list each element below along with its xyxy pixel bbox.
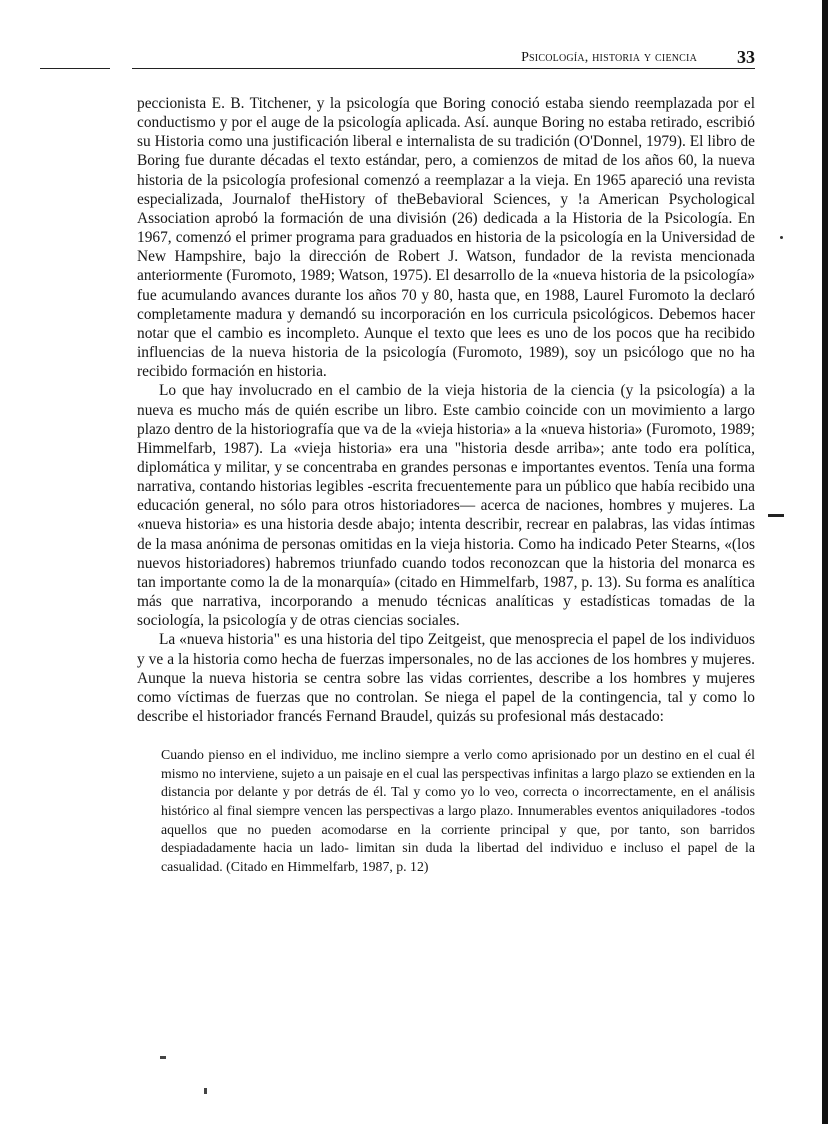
body-text <box>137 94 755 876</box>
page-edge-shadow <box>822 0 828 1124</box>
scan-speck <box>160 1056 166 1059</box>
header-rule-left <box>40 68 110 69</box>
paragraph-2: Lo que hay involucrado en el cambio de la vieja historia de la ciencia (y la psicología) a la nueva es mucho más de quién escribe un libro. Este cambio coincide con un movimiento a largo plazo dentro de la historiografía que va de la «vieja historia» a la «nueva historia» (Furomoto, 1989; Himmelfarb, 1987). La «vieja historia» era una "historia desde arriba»; ante todo era política, diplomática y militar, y se concentraba en grandes personas e importantes eventos. Tenía una forma narrativa, contando historias legibles -escrita frecuentemente para un público que había recibido una educación general, no sólo para otros historiadores— acerca de naciones, hombres y mujeres. La «nueva historia» es una historia desde abajo; intenta describir, recrear en palabras, las vidas íntimas de la masa anónima de personas omitidas en la vieja historia. Como ha indicado Peter Stearns, «(los nuevos historiadores) habremos triunfado cuando todos reconozcan que la historia del monarca es tan importante como la de la monarquía» (citado en Himmelfarb, 1987, p. 13). Su forma es analítica más que narrativa, incorporando a menudo técnicas analíticas y estadísticas tomadas de la sociología, la psicología y de otras ciencias sociales. <box>137 382 755 630</box>
scan-speck <box>780 236 783 239</box>
block-quote: Cuando pienso en el individuo, me inclino siempre a verlo como aprisionado por un destino en el cual él mismo no interviene, sujeto a un paisaje en el cual las perspectivas infinitas a largo plazo se extienden en la distancia por delante y por detrás de él. Tal y como yo lo veo, correcta o incorrectamente, en el análisis histórico al final siempre vencen las perspectivas a largo plazo. Innumerables eventos aniquiladores -todos aquellos que no pueden acomodarse en la corriente principal y que, por tanto, son barridos despiadadamente hacia un lado- limitan sin duda la libertad del individuo e incluso el papel de la casualidad. (Citado en Himmelfarb, 1987, p. 12) <box>161 747 755 874</box>
page-number: 33 <box>737 47 755 67</box>
running-header <box>40 47 755 72</box>
running-title: Psicología, historia y ciencia <box>521 50 697 65</box>
scan-speck <box>204 1088 207 1094</box>
paragraph-1: peccionista E. B. Titchener, y la psicología que Boring conoció estaba siendo reemplazada por el conductismo y por el auge de la psicología aplicada. Así. aunque Boring no estaba retirado, escribió su Historia como una justificación liberal e internalista de su tradición (O'Donnel, 1979). El libro de Boring fue durante décadas el texto estándar, pero, a comienzos de mitad de los años 60, la nueva historia de la psicología profesional comenzó a reemplazar a la vieja. En 1965 apareció una revista especializada, Journalof theHistory of theBebavioral Sciences, y !a American Psychological Association aprobó la formación de una división (26) dedicada a la Historia de la Psicología. En 1967, comenzó el primer programa para graduados en historia de la psicología en la Universidad de New Hampshire, bajo la dirección de Robert J. Watson, fundador de la revista mencionada anteriormente (Furomoto, 1989; Watson, 1975). El desarrollo de la «nueva historia de la psicología» fue acumulando avances durante los años 70 y 80, hasta que, en 1988, Laurel Furomoto la declaró completamente madura y demandó su incorporación en los curricula psicológicos. Debemos hacer notar que el cambio es incompleto. Aunque el texto que lees es uno de los pocos que ha recibido influencias de la nueva historia de la psicología (Furomoto, 1989), soy un psicólogo que no ha recibido formación en historia. <box>137 95 755 381</box>
header-rule <box>132 68 755 69</box>
scan-mark <box>768 514 784 517</box>
paragraph-3: La «nueva historia" es una historia del tipo Zeitgeist, que menosprecia el papel de los individuos y ve a la historia como hecha de fuerzas impersonales, no de las acciones de los hombres y mujeres. Aunque la nueva historia se centra sobre las vidas corrientes, describe a los hombres y mujeres como víctimas de fuerzas que no controlan. Se niega el papel de la contingencia, tal y como lo describe el historiador francés Fernand Braudel, quizás su profesional más destacado: <box>137 631 755 725</box>
